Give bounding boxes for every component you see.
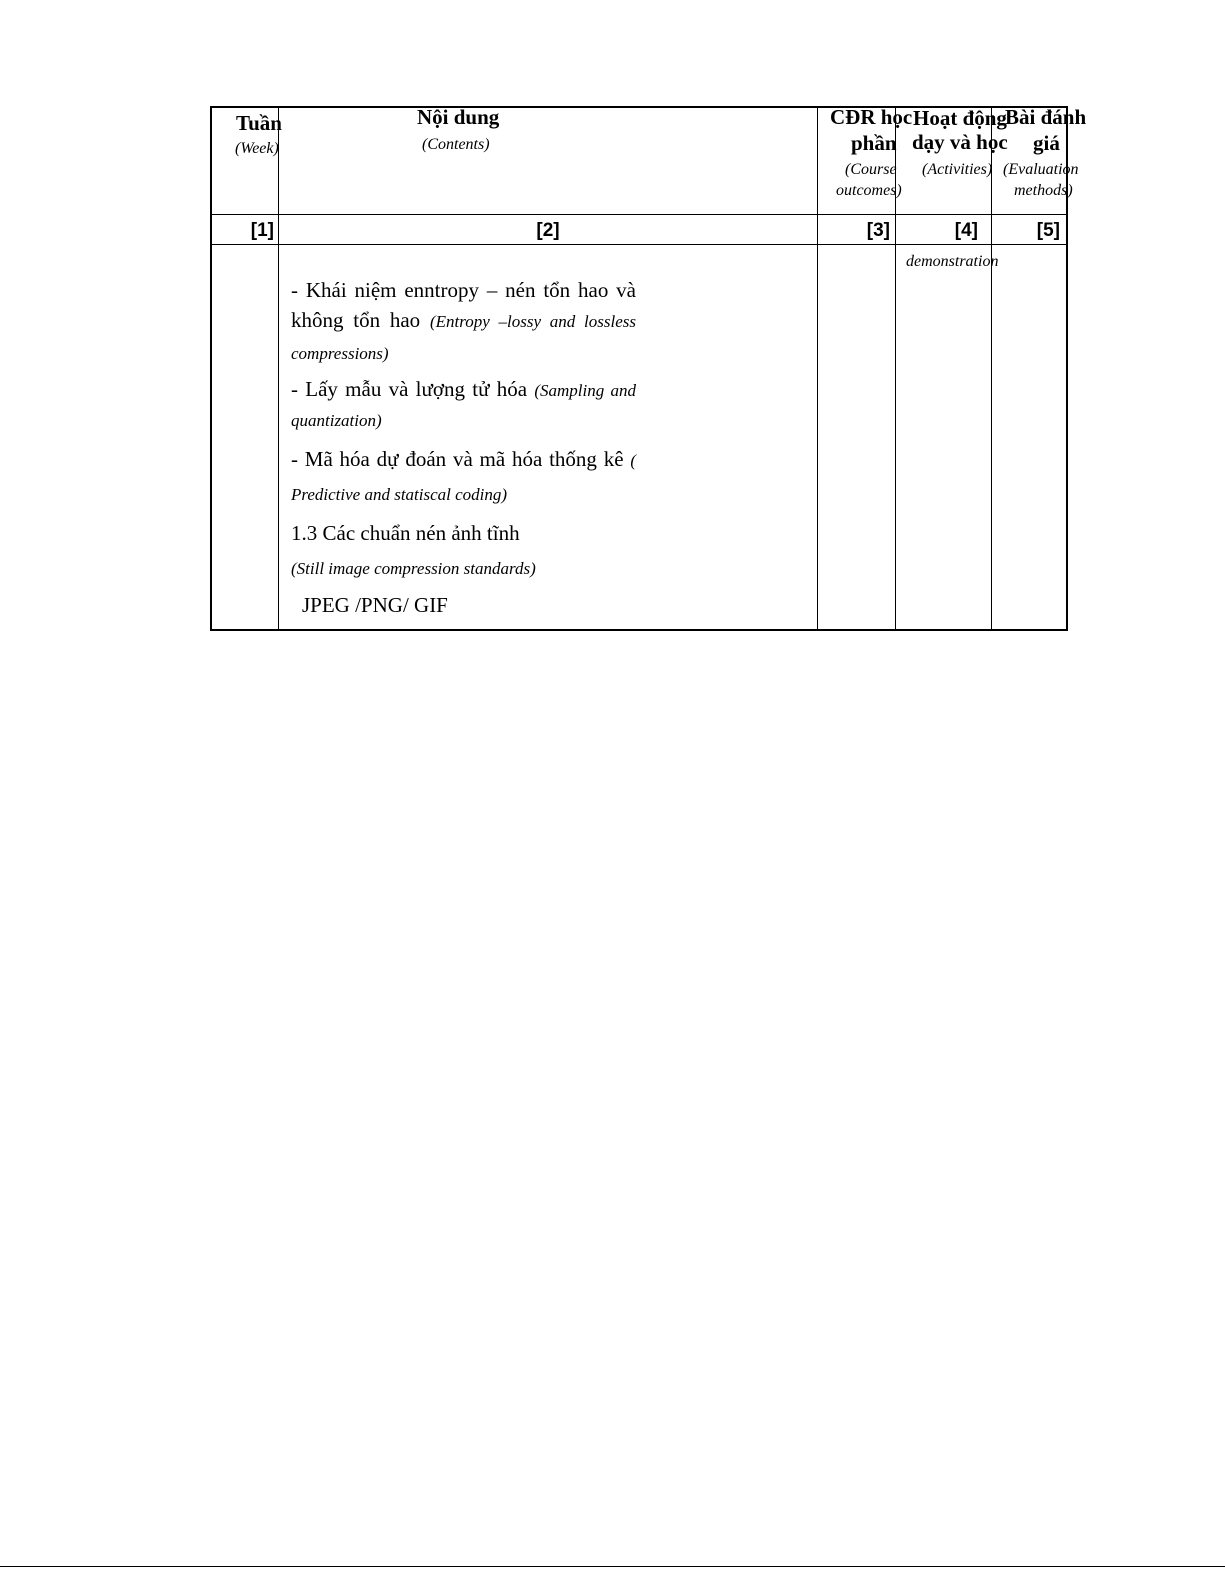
header-activities-title-2: dạy và học <box>912 130 1008 154</box>
col-number-3: [3] <box>866 220 890 241</box>
row-divider <box>212 214 1066 215</box>
content-item-entropy <box>291 275 636 369</box>
header-contents-title: Nội dung <box>417 105 500 129</box>
sampling-en: (Sampling and quantization) <box>291 381 636 430</box>
header-evaluation-sub-2: methods) <box>1014 182 1073 199</box>
header-week <box>212 108 282 214</box>
header-evaluation <box>992 105 1087 214</box>
contents-body <box>291 275 636 621</box>
content-item-sampling <box>291 375 636 435</box>
header-week-subtitle: (Week) <box>235 140 279 157</box>
col-number-2: [2] <box>536 220 560 241</box>
entropy-en: (Entropy –lossy and lossless compressions) <box>291 312 636 363</box>
header-activities-subtitle: (Activities) <box>922 161 993 178</box>
col-number-4: [4] <box>954 220 978 241</box>
sampling-vi: - Lấy mẫu và lượng tử hóa <box>291 377 528 401</box>
activities-text: demonstration <box>906 253 999 270</box>
col-number-1: [1] <box>250 220 274 241</box>
header-outcomes-sub-1: (Course <box>845 161 897 178</box>
page-bottom-rule <box>0 1566 1225 1567</box>
course-content-table <box>210 105 1087 631</box>
header-activities-title-1: Hoạt động <box>913 106 1007 130</box>
header-evaluation-sub-1: (Evaluation <box>1003 161 1079 178</box>
header-evaluation-title-2: giá <box>1033 131 1060 155</box>
section-title: 1.3 Các chuẩn nén ảnh tĩnh <box>291 521 520 545</box>
section-subtitle: (Still image compression standards) <box>291 559 536 578</box>
header-evaluation-title-1: Bài đánh <box>1005 105 1087 129</box>
header-contents-subtitle: (Contents) <box>422 136 490 153</box>
header-week-title: Tuần <box>236 111 282 135</box>
header-outcomes-sub-2: outcomes) <box>836 182 902 199</box>
coding-vi: - Mã hóa dự đoán và mã hóa thống kê <box>291 447 624 471</box>
header-activities <box>896 106 1008 214</box>
row-divider <box>212 244 1066 245</box>
header-outcomes-title-2: phần <box>851 131 897 155</box>
coding-en: ( Predictive and statiscal coding) <box>291 451 637 504</box>
header-course-outcomes <box>818 105 913 214</box>
entropy-vi: - Khái niệm enntropy – nén tổn hao và không tổn hao <box>291 278 636 332</box>
header-contents <box>279 105 817 214</box>
col-number-5: [5] <box>1036 220 1060 241</box>
content-item-coding <box>291 443 636 511</box>
standards-list: JPEG /PNG/ GIF <box>302 593 448 617</box>
header-outcomes-title-1: CĐR học <box>830 105 913 129</box>
